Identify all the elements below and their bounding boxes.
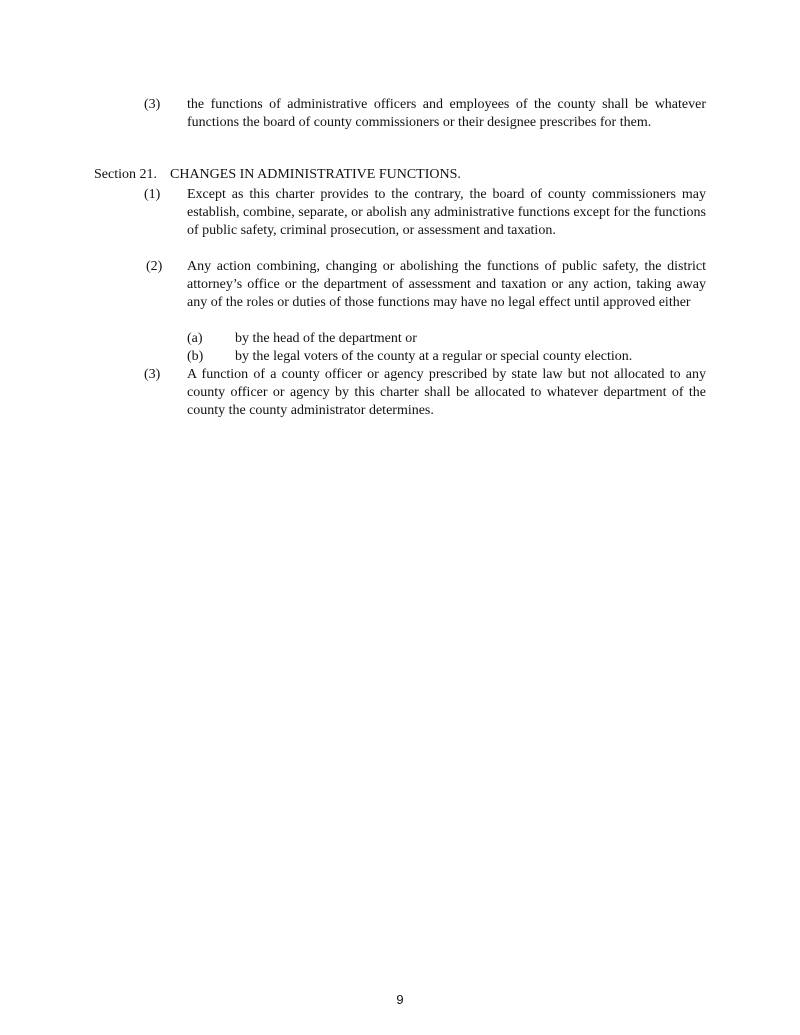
carryover-item-number: (3)	[144, 97, 161, 112]
section-item-text: Except as this charter provides to the contrary, the board of county commissioners may establish, combine, separate, or abolish any administrative functions except for the functions of public safety, criminal prosecution, or assessment and taxation.	[187, 187, 706, 238]
section-heading	[94, 166, 461, 184]
section-item-number: (1)	[144, 187, 161, 202]
subitem-letter: (b)	[187, 349, 204, 364]
section-label: Section 21.	[94, 167, 157, 182]
subitem-row	[187, 348, 632, 366]
section-item-text: A function of a county officer or agency prescribed by state law but not allocated to any county officer or agency by this charter shall be allocated to whatever department of the county the county administrator determines.	[187, 367, 706, 418]
subitem-text: by the legal voters of the county at a regular or special county election.	[235, 349, 633, 364]
subitem-text: by the head of the department or	[235, 331, 417, 346]
section-item-number: (2)	[146, 259, 163, 274]
carryover-item-text: the functions of administrative officers and employees of the county shall be whatever functions the board of county commissioners or their designee prescribes for them.	[187, 97, 706, 130]
subitem-row	[187, 330, 417, 348]
section-item-number: (3)	[144, 367, 161, 382]
subitem-letter: (a)	[187, 331, 203, 346]
section-item-text: Any action combining, changing or abolishing the functions of public safety, the district attorney’s office or the department of assessment and taxation or any action, taking away any of the roles or duties of those functions may have no legal effect until approved either	[187, 259, 706, 310]
section-title: CHANGES IN ADMINISTRATIVE FUNCTIONS.	[170, 167, 461, 182]
page-number: 9	[396, 992, 404, 1007]
